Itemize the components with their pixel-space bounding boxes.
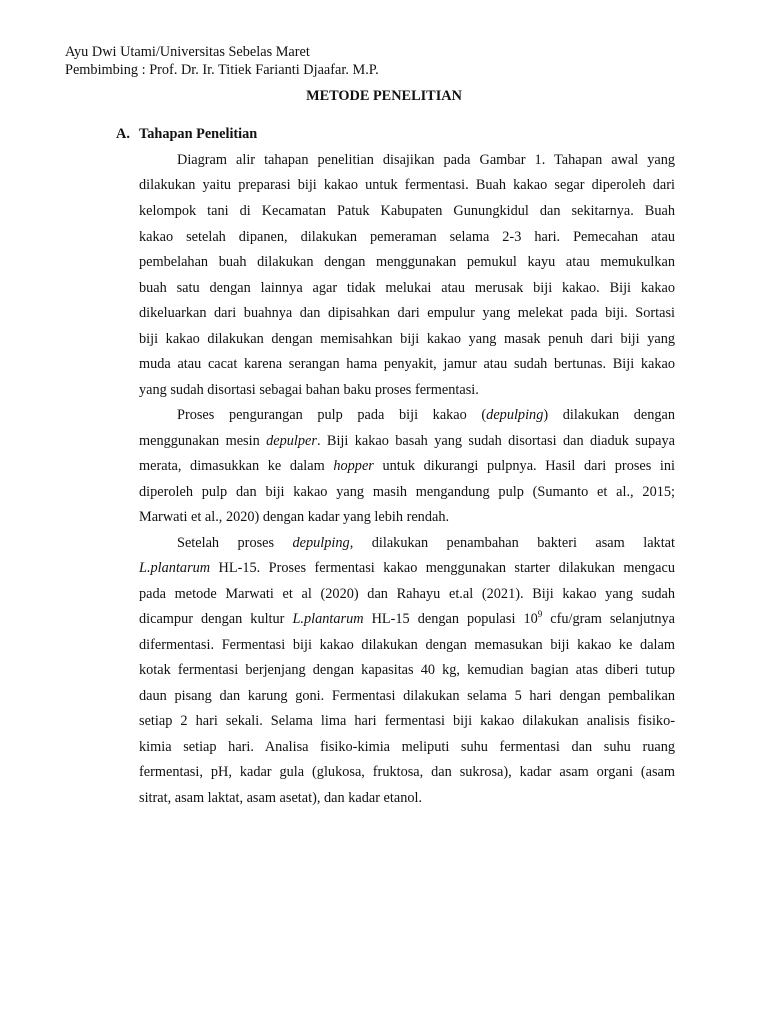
text-run: Setelah proses <box>177 535 293 551</box>
paragraph-3-line: sitrat, asam laktat, asam asetat), dan kadar etanol. <box>139 790 423 806</box>
paragraph-2-line: diperoleh pulp dan biji kakao yang masih mengandung pulp (Sumanto et al., 2015; <box>139 484 675 500</box>
paragraph-3-line: setiap 2 hari sekali. Selama lima hari fermentasi biji kakao dilakukan analisis fisiko- <box>139 713 675 729</box>
paragraph-3-line: difermentasi. Fermentasi biji kakao dilakukan dengan memasukan biji kakao ke dalam <box>139 637 675 653</box>
paragraph-1-line: kelompok tani di Kecamatan Patuk Kabupaten Gunungkidul dan sekitarnya. Buah <box>139 203 675 219</box>
header-author: Ayu Dwi Utami/Universitas Sebelas Maret <box>65 44 310 60</box>
paragraph-3-line: kotak fermentasi berjenjang dengan kapasitas 40 kg, kemudian bagian atas diberi tutup <box>139 662 675 678</box>
paragraph-2-line <box>139 457 675 475</box>
text-run: , dilakukan penambahan bakteri asam laktat <box>349 535 675 551</box>
paragraph-2-line <box>139 432 675 450</box>
superscript-exponent: 9 <box>537 609 543 619</box>
paragraph-3-line: daun pisang dan karung goni. Fermentasi dilakukan selama 5 hari dengan pembalikan <box>139 688 675 704</box>
paragraph-1-line: yang sudah disortasi sebagai bahan baku proses fermentasi. <box>139 382 479 398</box>
text-run: cfu/gram selanjutnya <box>542 611 675 627</box>
header-supervisor: Pembimbing : Prof. Dr. Ir. Titiek Farianti Djaafar. M.P. <box>65 62 379 78</box>
italic-term: depulper <box>266 433 317 449</box>
paragraph-1-line: dilakukan yaitu preparasi biji kakao untuk fermentasi. Buah kakao segar diperoleh dari <box>139 177 675 193</box>
section-title: Tahapan Penelitian <box>139 126 258 142</box>
section-letter: A. <box>116 126 130 142</box>
text-run: merata, dimasukkan ke dalam <box>139 458 334 474</box>
italic-term: depulping <box>486 407 544 423</box>
text-run: untuk dikurangi pulpnya. Hasil dari proses ini <box>373 458 676 474</box>
italic-term: depulping <box>292 535 350 551</box>
text-run: HL-15 dengan populasi 10 <box>363 611 538 627</box>
paragraph-1-line: kakao setelah dipanen, dilakukan pemeraman selama 2-3 hari. Pemecahan atau <box>139 229 675 245</box>
paragraph-1-line: muda atau cacat karena serangan hama penyakit, jamur atau sudah bertunas. Biji kakao <box>139 356 675 372</box>
text-run: menggunakan mesin <box>139 433 267 449</box>
italic-term: L.plantarum <box>139 560 211 576</box>
text-run: ) dilakukan dengan <box>543 407 675 423</box>
italic-term: L.plantarum <box>292 611 364 627</box>
text-run: dicampur dengan kultur <box>139 611 293 627</box>
paragraph-1-line: buah satu dengan lainnya agar tidak melukai atau merusak biji kakao. Biji kakao <box>139 280 675 296</box>
paragraph-3-line: kimia setiap hari. Analisa fisiko-kimia meliputi suhu fermentasi dan suhu ruang <box>139 739 675 755</box>
paragraph-1-line: Diagram alir tahapan penelitian disajikan pada Gambar 1. Tahapan awal yang <box>177 152 675 168</box>
page-title: METODE PENELITIAN <box>306 88 462 104</box>
paragraph-1-line: dikeluarkan dari buahnya dan dipisahkan dari empulur yang melekat pada biji. Sortasi <box>139 305 675 321</box>
paragraph-2-line: Marwati et al., 2020) dengan kadar yang lebih rendah. <box>139 509 450 525</box>
paragraph-1-line: pembelahan buah dilakukan dengan menggunakan pemukul kayu atau memukulkan <box>139 254 675 270</box>
paragraph-3-line: pada metode Marwati et al (2020) dan Rahayu et.al (2021). Biji kakao yang sudah <box>139 586 675 602</box>
paragraph-3-line: fermentasi, pH, kadar gula (glukosa, fruktosa, dan sukrosa), kadar asam organi (asam <box>139 764 675 780</box>
paragraph-1-line: biji kakao dilakukan dengan memisahkan biji kakao yang masak penuh dari biji yang <box>139 331 675 347</box>
paragraph-3-line <box>139 559 675 577</box>
paragraph-2-line <box>177 406 675 424</box>
text-run: HL-15. Proses fermentasi kakao menggunakan starter dilakukan mengacu <box>210 560 675 576</box>
text-run: . Biji kakao basah yang sudah disortasi dan diaduk supaya <box>316 433 675 449</box>
paragraph-3-line <box>177 534 675 552</box>
paragraph-3-line <box>139 610 675 628</box>
italic-term: hopper <box>333 458 374 474</box>
text-run: Proses pengurangan pulp pada biji kakao ( <box>177 407 487 423</box>
